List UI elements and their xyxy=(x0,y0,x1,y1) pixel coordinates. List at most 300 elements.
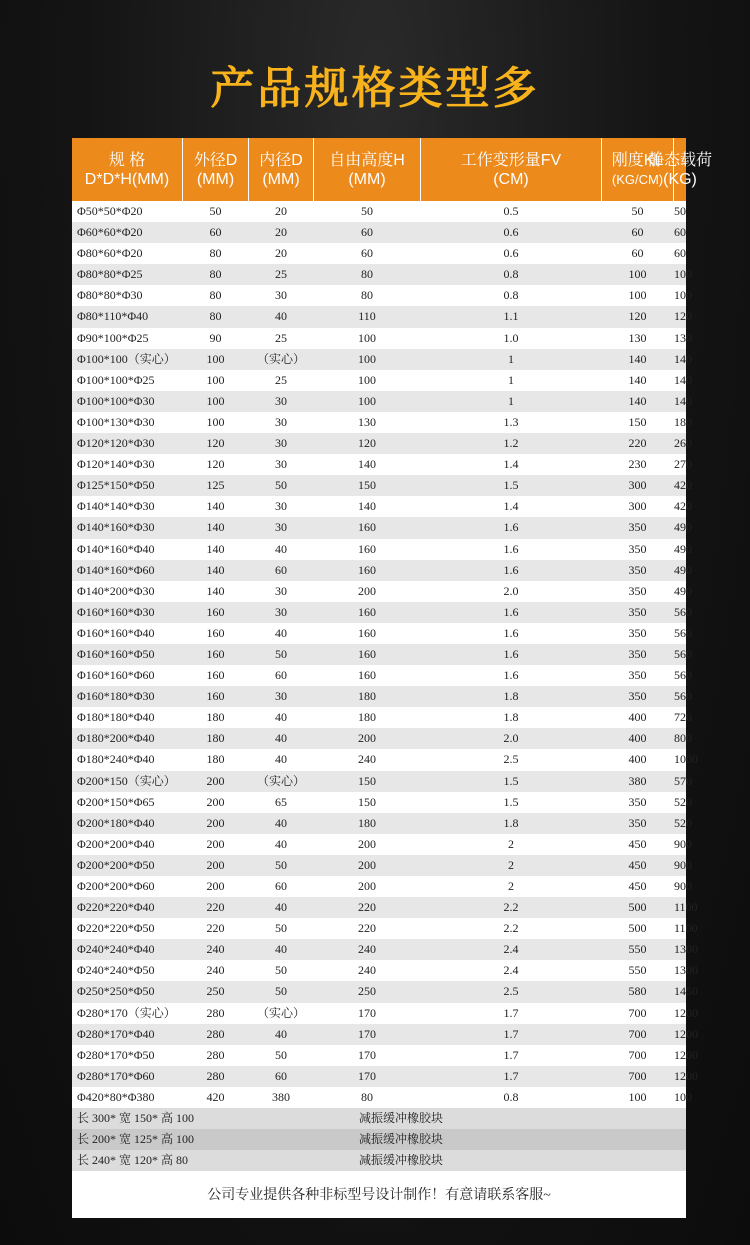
value-cell: 180 xyxy=(358,710,376,725)
value-cell: 65 xyxy=(275,794,287,809)
value-cell: 400 xyxy=(628,752,647,767)
value-cell: 180 xyxy=(206,710,225,725)
value-cell: 150 xyxy=(358,794,376,809)
value-cell: （实心） xyxy=(256,773,305,788)
header-cell xyxy=(183,138,248,201)
value-cell: 1.2 xyxy=(503,436,519,451)
value-cell: 1.7 xyxy=(503,1047,519,1062)
value-cell: 100 xyxy=(206,372,225,387)
header-label: 规 格 xyxy=(108,151,146,169)
value-cell: 50 xyxy=(275,963,287,978)
table-row xyxy=(72,349,692,370)
custom-design-note: 公司专业提供各种非标型号设计制作！有意请联系客服~ xyxy=(72,1173,686,1218)
value-cell: 900 xyxy=(674,836,692,851)
value-cell: 30 xyxy=(275,288,287,303)
value-cell: 700 xyxy=(628,1047,647,1062)
value-cell: 140 xyxy=(206,562,225,577)
value-cell: 1100 xyxy=(674,900,698,915)
spec-cell: Φ120*140*Φ30 xyxy=(77,457,155,472)
value-cell: 1.6 xyxy=(503,520,519,535)
table-row xyxy=(72,960,698,981)
value-cell: 2.4 xyxy=(503,942,519,957)
table-row xyxy=(72,918,698,939)
spec-cell: Φ100*100*Φ25 xyxy=(77,372,155,387)
table-row xyxy=(72,581,692,602)
spec-cell: Φ80*80*Φ25 xyxy=(77,267,143,282)
table-row xyxy=(72,560,692,581)
value-cell: 280 xyxy=(206,1005,225,1020)
value-cell: 200 xyxy=(358,879,376,893)
table-row xyxy=(72,855,692,876)
table-row xyxy=(72,1087,692,1108)
value-cell: 1.1 xyxy=(503,309,519,324)
table-row xyxy=(72,539,692,560)
header-unit: (KG/CM) xyxy=(611,171,664,187)
value-cell: 200 xyxy=(206,773,225,788)
value-cell: 100 xyxy=(628,288,647,303)
value-cell: 260 xyxy=(674,436,692,451)
spec-cell: Φ220*220*Φ40 xyxy=(77,900,155,915)
value-cell: 350 xyxy=(628,794,647,809)
value-cell: 30 xyxy=(275,414,287,429)
value-cell: 140 xyxy=(206,499,225,514)
value-cell: 240 xyxy=(206,963,225,978)
spec-cell: Φ200*200*Φ60 xyxy=(77,879,155,893)
value-cell: 350 xyxy=(628,520,647,535)
spec-cell: Φ160*160*Φ50 xyxy=(77,646,155,661)
value-cell: 40 xyxy=(275,731,287,746)
spec-cell: Φ120*120*Φ30 xyxy=(77,436,155,451)
table-row xyxy=(72,285,692,306)
table-row xyxy=(72,222,686,243)
value-cell: 100 xyxy=(206,351,225,366)
spec-cell: Φ200*200*Φ50 xyxy=(77,857,155,872)
value-cell: 40 xyxy=(275,815,287,830)
rubber-block-row xyxy=(72,1150,686,1171)
value-cell: 180 xyxy=(206,752,225,767)
value-cell: 100 xyxy=(674,288,692,303)
value-cell: 300 xyxy=(628,499,647,514)
value-cell: 150 xyxy=(628,414,647,429)
spec-cell: Φ280*170*Φ50 xyxy=(77,1047,155,1062)
spec-cell: Φ420*80*Φ380 xyxy=(77,1089,155,1104)
spec-cell: Φ140*160*Φ40 xyxy=(77,541,155,556)
value-cell: 30 xyxy=(275,689,287,704)
value-cell: 80 xyxy=(209,246,222,261)
value-cell: 580 xyxy=(628,984,647,999)
value-cell: 40 xyxy=(275,710,287,725)
value-cell: 140 xyxy=(358,457,376,472)
value-cell: 120 xyxy=(674,309,692,324)
spec-cell: Φ240*240*Φ40 xyxy=(77,942,155,957)
value-cell: 170 xyxy=(358,1005,376,1020)
value-cell: 450 xyxy=(628,879,647,893)
spec-cell: Φ60*60*Φ20 xyxy=(77,225,143,240)
table-row xyxy=(72,496,692,517)
spec-cell: Φ160*160*Φ30 xyxy=(77,604,155,619)
value-cell: 1.8 xyxy=(503,710,519,725)
spec-cell: Φ200*180*Φ40 xyxy=(77,815,155,830)
spec-cell: Φ160*160*Φ40 xyxy=(77,625,155,640)
value-cell: 40 xyxy=(275,1026,287,1041)
value-cell: 240 xyxy=(206,942,225,957)
value-cell: 1.6 xyxy=(503,562,519,577)
value-cell: 1.4 xyxy=(503,457,519,472)
value-cell: 280 xyxy=(206,1068,225,1083)
value-cell: 25 xyxy=(275,330,287,345)
value-cell: 160 xyxy=(206,625,225,640)
value-cell: 490 xyxy=(674,520,692,535)
value-cell: 420 xyxy=(206,1089,225,1104)
value-cell: 160 xyxy=(206,668,225,683)
value-cell: 80 xyxy=(361,288,373,303)
value-cell: 170 xyxy=(358,1068,376,1083)
value-cell: 1.6 xyxy=(503,625,519,640)
spec-cell: Φ220*220*Φ50 xyxy=(77,921,155,936)
value-cell: 100 xyxy=(358,351,376,366)
spec-cell: Φ280*170（实心） xyxy=(77,1005,176,1020)
value-cell: 220 xyxy=(628,436,647,451)
value-cell: 125 xyxy=(206,478,225,493)
value-cell: 1.5 xyxy=(503,773,519,788)
value-cell: 50 xyxy=(275,921,287,936)
value-cell: 30 xyxy=(275,604,287,619)
spec-cell: Φ180*200*Φ40 xyxy=(77,731,155,746)
value-cell: 2.0 xyxy=(503,731,519,746)
value-cell: 100 xyxy=(674,1089,692,1104)
table-row xyxy=(72,517,692,538)
value-cell: 400 xyxy=(628,731,647,746)
value-cell: 120 xyxy=(206,457,225,472)
value-cell: 2 xyxy=(508,836,514,851)
value-cell: 1450 xyxy=(674,984,698,999)
value-cell: 1.5 xyxy=(503,478,519,493)
value-cell: 40 xyxy=(275,836,287,851)
value-cell: 140 xyxy=(628,393,647,408)
value-cell: 490 xyxy=(674,541,692,556)
value-cell: 2.5 xyxy=(503,984,519,999)
value-cell: 350 xyxy=(628,583,647,598)
value-cell: 160 xyxy=(358,625,376,640)
spec-cell: Φ280*170*Φ60 xyxy=(77,1068,155,1083)
value-cell: 350 xyxy=(628,625,647,640)
header-cell xyxy=(249,138,313,201)
table-row xyxy=(72,707,692,728)
value-cell: （实心） xyxy=(256,351,305,366)
value-cell: 180 xyxy=(674,414,692,429)
value-cell: 20 xyxy=(275,246,287,261)
block-description: 减振缓冲橡胶块 xyxy=(359,1111,444,1126)
value-cell: 1300 xyxy=(674,942,698,957)
value-cell: 90 xyxy=(209,330,222,345)
table-row xyxy=(72,771,692,792)
spec-cell: Φ140*200*Φ30 xyxy=(77,583,155,598)
header-unit: (MM) xyxy=(196,170,235,188)
value-cell: 20 xyxy=(275,204,287,218)
spec-cell: Φ200*150*Φ65 xyxy=(77,794,155,809)
spec-cell: Φ200*150（实心） xyxy=(77,773,176,788)
value-cell: 20 xyxy=(275,225,287,240)
value-cell: 40 xyxy=(275,541,287,556)
value-cell: 380 xyxy=(628,773,647,788)
spec-cell: Φ100*100（实心） xyxy=(77,351,176,366)
table-row xyxy=(72,433,692,454)
header-cell xyxy=(648,138,713,201)
spec-cell: Φ80*80*Φ30 xyxy=(77,288,143,303)
table-row xyxy=(72,834,692,855)
block-spec: 长 200* 宽 125* 高 100 xyxy=(77,1132,195,1147)
value-cell: 560 xyxy=(674,604,692,619)
table-row xyxy=(72,876,692,897)
header-label: 自由高度H xyxy=(329,151,405,169)
table-row xyxy=(72,391,692,412)
value-cell: 1.3 xyxy=(503,414,519,429)
value-cell: 25 xyxy=(275,267,287,282)
page-title: 产品规格类型多 xyxy=(210,63,540,114)
value-cell: 2.0 xyxy=(503,583,519,598)
value-cell: 1 xyxy=(508,393,514,408)
value-cell: 1.6 xyxy=(503,541,519,556)
header-label: 刚度KL xyxy=(611,151,664,169)
header-cell xyxy=(421,138,601,201)
block-description: 减振缓冲橡胶块 xyxy=(359,1153,444,1168)
value-cell: 350 xyxy=(628,668,647,683)
value-cell: 240 xyxy=(358,942,376,957)
value-cell: 720 xyxy=(674,710,692,725)
value-cell: 200 xyxy=(206,857,225,872)
spec-cell: Φ100*100*Φ30 xyxy=(77,393,155,408)
value-cell: 800 xyxy=(674,731,692,746)
block-spec: 长 240* 宽 120* 高 80 xyxy=(77,1153,189,1168)
value-cell: 100 xyxy=(628,1089,647,1104)
value-cell: 500 xyxy=(628,921,647,936)
value-cell: 50 xyxy=(275,984,287,999)
value-cell: 2.4 xyxy=(503,963,519,978)
value-cell: 130 xyxy=(358,414,376,429)
value-cell: 100 xyxy=(206,414,225,429)
value-cell: 200 xyxy=(206,815,225,830)
value-cell: 170 xyxy=(358,1026,376,1041)
rubber-block-row xyxy=(72,1108,686,1129)
value-cell: 40 xyxy=(275,752,287,767)
value-cell: 420 xyxy=(674,478,692,493)
value-cell: 60 xyxy=(361,225,373,240)
value-cell: 160 xyxy=(358,604,376,619)
table-body xyxy=(72,201,698,1171)
value-cell: 140 xyxy=(206,583,225,598)
value-cell: 2.5 xyxy=(503,752,519,767)
value-cell: 1200 xyxy=(674,1047,698,1062)
value-cell: 50 xyxy=(209,204,222,218)
header-unit: D*D*H(MM) xyxy=(84,170,170,188)
value-cell: 80 xyxy=(361,267,373,282)
value-cell: 0.8 xyxy=(503,267,519,282)
value-cell: 550 xyxy=(628,942,647,957)
value-cell: 1200 xyxy=(674,1005,698,1020)
value-cell: 0.6 xyxy=(503,246,519,261)
value-cell: 30 xyxy=(275,436,287,451)
value-cell: 200 xyxy=(206,879,225,893)
table-row xyxy=(72,412,692,433)
value-cell: 40 xyxy=(275,900,287,915)
table-row xyxy=(72,602,692,623)
spec-cell: Φ140*140*Φ30 xyxy=(77,499,155,514)
value-cell: 30 xyxy=(275,457,287,472)
value-cell: 500 xyxy=(628,900,647,915)
value-cell: 150 xyxy=(358,773,376,788)
table-row xyxy=(72,665,692,686)
value-cell: 0.6 xyxy=(503,225,519,240)
value-cell: 2.2 xyxy=(503,921,519,936)
value-cell: 1.8 xyxy=(503,815,519,830)
value-cell: 280 xyxy=(206,1026,225,1041)
table-row xyxy=(72,981,698,1002)
table-row xyxy=(72,897,698,918)
spec-cell: Φ140*160*Φ30 xyxy=(77,520,155,535)
value-cell: 1.0 xyxy=(503,330,519,345)
value-cell: 180 xyxy=(358,689,376,704)
value-cell: 100 xyxy=(358,393,376,408)
table-row xyxy=(72,623,692,644)
value-cell: 60 xyxy=(275,668,287,683)
header-cell xyxy=(314,138,420,201)
value-cell: 270 xyxy=(674,457,692,472)
value-cell: 350 xyxy=(628,604,647,619)
value-cell: 300 xyxy=(628,478,647,493)
value-cell: 230 xyxy=(628,457,647,472)
spec-cell: Φ240*240*Φ50 xyxy=(77,963,155,978)
value-cell: 2.2 xyxy=(503,900,519,915)
value-cell: 120 xyxy=(358,436,376,451)
value-cell: 60 xyxy=(275,879,287,893)
value-cell: 160 xyxy=(358,541,376,556)
value-cell: 220 xyxy=(206,900,225,915)
value-cell: 220 xyxy=(358,921,376,936)
value-cell: 350 xyxy=(628,562,647,577)
value-cell: 140 xyxy=(674,372,692,387)
value-cell: 130 xyxy=(674,330,692,345)
header-unit: (MM) xyxy=(348,170,386,188)
value-cell: 30 xyxy=(275,520,287,535)
value-cell: 140 xyxy=(674,393,692,408)
value-cell: 200 xyxy=(358,836,376,851)
value-cell: 1.6 xyxy=(503,646,519,661)
value-cell: 560 xyxy=(674,646,692,661)
value-cell: 160 xyxy=(358,646,376,661)
table-row xyxy=(72,749,698,770)
value-cell: 170 xyxy=(358,1047,376,1062)
value-cell: 130 xyxy=(628,330,647,345)
table-row xyxy=(72,475,692,496)
value-cell: 1.7 xyxy=(503,1068,519,1083)
value-cell: 160 xyxy=(206,604,225,619)
value-cell: 350 xyxy=(628,815,647,830)
value-cell: 160 xyxy=(358,562,376,577)
value-cell: 1 xyxy=(508,372,514,387)
value-cell: 180 xyxy=(206,731,225,746)
value-cell: 50 xyxy=(275,646,287,661)
table-row xyxy=(72,644,692,665)
block-description: 减振缓冲橡胶块 xyxy=(359,1132,444,1147)
value-cell: 450 xyxy=(628,857,647,872)
value-cell: 30 xyxy=(275,393,287,408)
rubber-block-row xyxy=(72,1129,686,1150)
value-cell: 60 xyxy=(674,246,686,261)
value-cell: 1000 xyxy=(674,752,698,767)
value-cell: 100 xyxy=(206,393,225,408)
table-row xyxy=(72,1045,698,1066)
spec-cell: Φ90*100*Φ25 xyxy=(77,330,149,345)
value-cell: 380 xyxy=(272,1089,290,1104)
value-cell: 80 xyxy=(209,288,222,303)
value-cell: 120 xyxy=(206,436,225,451)
value-cell: 140 xyxy=(628,351,647,366)
header-unit: (CM) xyxy=(493,170,529,188)
value-cell: 120 xyxy=(628,309,647,324)
table-row xyxy=(72,1024,698,1045)
value-cell: 560 xyxy=(674,625,692,640)
value-cell: 570 xyxy=(674,773,692,788)
value-cell: 80 xyxy=(209,267,222,282)
value-cell: 1100 xyxy=(674,921,698,936)
value-cell: 1.8 xyxy=(503,689,519,704)
value-cell: 40 xyxy=(275,309,287,324)
value-cell: 60 xyxy=(674,225,686,240)
value-cell: 1200 xyxy=(674,1026,698,1041)
value-cell: 50 xyxy=(275,857,287,872)
value-cell: 100 xyxy=(674,267,692,282)
table-row xyxy=(72,813,692,834)
spec-cell: Φ140*160*Φ60 xyxy=(77,562,155,577)
value-cell: 250 xyxy=(206,984,225,999)
spec-cell: Φ160*160*Φ60 xyxy=(77,668,155,683)
value-cell: 0.5 xyxy=(503,204,519,218)
value-cell: 2 xyxy=(508,879,514,893)
table-row xyxy=(72,328,692,349)
value-cell: 240 xyxy=(358,963,376,978)
spec-cell: Φ50*50*Φ20 xyxy=(77,204,143,218)
value-cell: 80 xyxy=(209,309,222,324)
header-label: 外径D xyxy=(193,151,238,169)
value-cell: 1.6 xyxy=(503,604,519,619)
value-cell: 1.5 xyxy=(503,794,519,809)
value-cell: 1.7 xyxy=(503,1026,519,1041)
value-cell: 60 xyxy=(275,562,287,577)
value-cell: 160 xyxy=(206,689,225,704)
value-cell: 700 xyxy=(628,1068,647,1083)
table-row xyxy=(72,686,692,707)
spec-cell: Φ80*110*Φ40 xyxy=(77,309,149,324)
value-cell: 160 xyxy=(358,668,376,683)
spec-cell: Φ180*180*Φ40 xyxy=(77,710,155,725)
value-cell: 350 xyxy=(628,689,647,704)
value-cell: 30 xyxy=(275,499,287,514)
value-cell: 100 xyxy=(358,330,376,345)
value-cell: 25 xyxy=(275,372,287,387)
table-row xyxy=(72,728,692,749)
value-cell: 140 xyxy=(628,372,647,387)
spec-cell: Φ125*150*Φ50 xyxy=(77,478,155,493)
value-cell: 0.8 xyxy=(503,288,519,303)
value-cell: 400 xyxy=(628,710,647,725)
value-cell: 110 xyxy=(358,309,376,324)
spec-cell: Φ180*240*Φ40 xyxy=(77,752,155,767)
table-row xyxy=(72,306,692,327)
value-cell: 60 xyxy=(275,1068,287,1083)
value-cell: 60 xyxy=(631,246,644,261)
table-row xyxy=(72,1003,698,1024)
value-cell: 160 xyxy=(358,520,376,535)
